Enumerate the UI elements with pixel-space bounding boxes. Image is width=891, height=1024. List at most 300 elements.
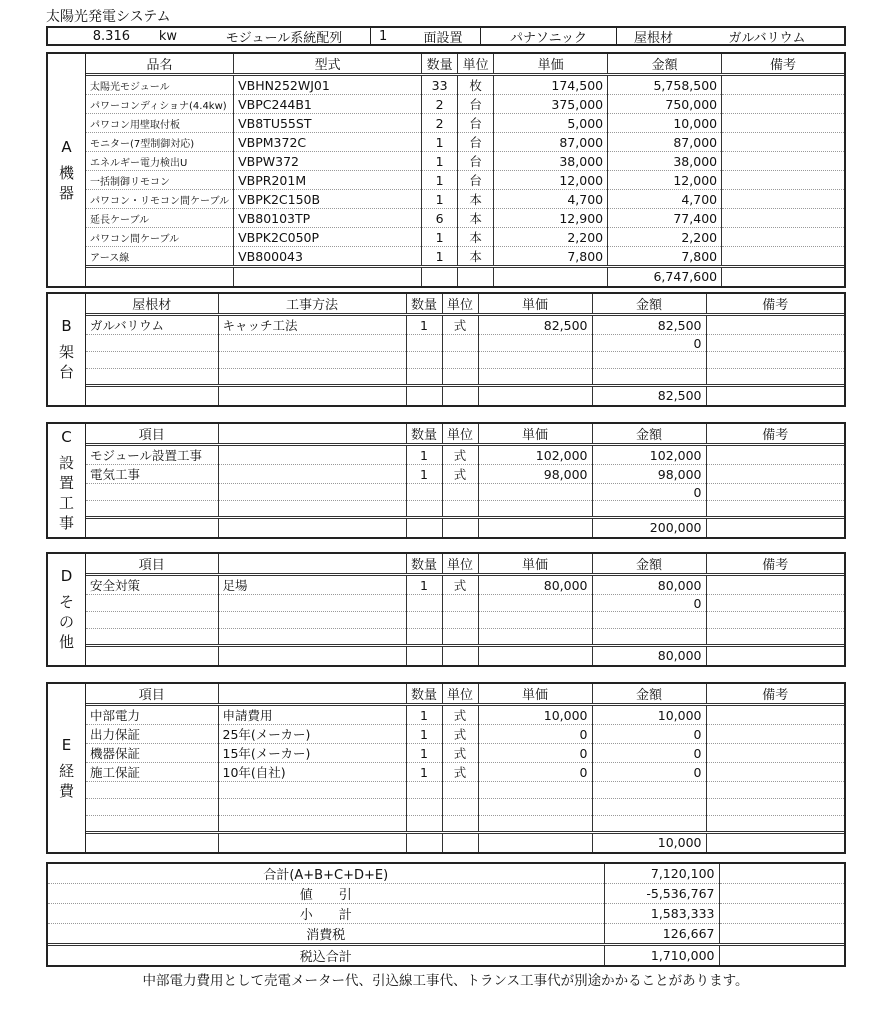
section-total-row — [86, 267, 844, 286]
table-row — [86, 369, 844, 386]
document-title: 太陽光発電システム — [46, 9, 171, 25]
item-name: 電気工事 — [86, 465, 218, 484]
line-items-table — [86, 424, 844, 537]
column-header: 項目 — [86, 554, 218, 575]
column-header — [218, 554, 406, 575]
section-label-char: 他 — [58, 633, 74, 652]
item-unit — [442, 816, 478, 833]
line-items-table — [86, 554, 844, 665]
section-letter: E — [61, 735, 72, 754]
item-note — [722, 190, 844, 209]
line-items-table — [86, 684, 844, 852]
section-letter: A — [61, 137, 72, 156]
item-unit — [442, 369, 478, 386]
empty-cell — [406, 518, 442, 537]
column-header: 備考 — [706, 294, 844, 315]
item-unit — [442, 501, 478, 518]
item-amount: 5,758,500 — [608, 75, 722, 95]
section-a-equipment — [46, 52, 846, 288]
item-qty: 1 — [406, 705, 442, 725]
item-qty: 1 — [422, 152, 458, 171]
grand-total-row — [48, 904, 844, 924]
item-name: 機器保証 — [86, 744, 218, 763]
empty-cell — [478, 518, 592, 537]
item-amount: 38,000 — [608, 152, 722, 171]
item-unit: 式 — [442, 465, 478, 484]
item-qty: 2 — [422, 114, 458, 133]
item-unit: 本 — [458, 190, 494, 209]
item-unit: 式 — [442, 763, 478, 782]
item-unit-price: 0 — [478, 744, 592, 763]
item-model — [218, 484, 406, 501]
table-row — [86, 228, 844, 247]
column-header: 数量 — [422, 54, 458, 75]
item-amount: 10,000 — [608, 114, 722, 133]
grand-total-value: -5,536,767 — [604, 884, 719, 904]
section-label-char: 架 — [58, 343, 74, 362]
item-unit: 台 — [458, 171, 494, 190]
item-note — [706, 575, 844, 595]
empty-cell — [218, 833, 406, 852]
item-amount: 77,400 — [608, 209, 722, 228]
item-model: VBPR201M — [234, 171, 422, 190]
header-row — [86, 684, 844, 705]
item-qty — [406, 501, 442, 518]
empty-cell — [406, 646, 442, 665]
item-unit-price: 4,700 — [494, 190, 608, 209]
item-name: パワコン・リモコン間ケーブル — [86, 190, 234, 209]
header-row — [86, 54, 844, 75]
item-qty: 1 — [406, 575, 442, 595]
item-qty — [406, 629, 442, 646]
section-total-amount: 80,000 — [592, 646, 706, 665]
column-header: 単価 — [478, 424, 592, 445]
item-qty: 1 — [422, 247, 458, 267]
item-qty: 1 — [422, 190, 458, 209]
item-note — [722, 209, 844, 228]
item-qty: 1 — [406, 763, 442, 782]
empty-cell — [478, 646, 592, 665]
section-label-char: そ — [58, 593, 74, 612]
empty-cell — [218, 518, 406, 537]
grand-total-row — [48, 945, 844, 966]
item-unit-price — [478, 799, 592, 816]
item-amount: 0 — [592, 744, 706, 763]
item-note — [706, 763, 844, 782]
item-qty: 1 — [406, 445, 442, 465]
item-unit-price — [478, 484, 592, 501]
table-row — [86, 171, 844, 190]
item-note — [706, 629, 844, 646]
item-model — [218, 445, 406, 465]
item-unit-price — [478, 501, 592, 518]
section-letter: D — [60, 567, 73, 586]
column-header: 金額 — [608, 54, 722, 75]
item-qty: 2 — [422, 95, 458, 114]
item-unit: 台 — [458, 114, 494, 133]
item-model — [218, 799, 406, 816]
item-note — [706, 725, 844, 744]
item-name: パワーコンディショナ(4.4kw) — [86, 95, 234, 114]
maker-name: パナソニック — [480, 28, 616, 44]
item-unit-price — [478, 335, 592, 352]
column-header: 数量 — [406, 294, 442, 315]
section-label-char: 器 — [58, 183, 74, 202]
column-header: 単価 — [494, 54, 608, 75]
item-model: 15年(メーカー) — [218, 744, 406, 763]
item-note — [722, 133, 844, 152]
item-model: VBPK2C050P — [234, 228, 422, 247]
item-unit: 式 — [442, 744, 478, 763]
item-amount — [592, 816, 706, 833]
item-unit-price — [478, 782, 592, 799]
table-row — [86, 816, 844, 833]
item-model — [218, 335, 406, 352]
item-qty — [406, 484, 442, 501]
item-model: 足場 — [218, 575, 406, 595]
item-amount: 0 — [592, 484, 706, 501]
empty-cell — [719, 884, 844, 904]
header-row — [86, 294, 844, 315]
item-note — [706, 445, 844, 465]
item-qty: 33 — [422, 75, 458, 95]
empty-cell — [86, 833, 218, 852]
item-model — [218, 369, 406, 386]
item-unit — [442, 595, 478, 612]
item-unit: 本 — [458, 247, 494, 267]
empty-cell — [86, 646, 218, 665]
item-model — [218, 629, 406, 646]
item-amount: 0 — [592, 335, 706, 352]
item-amount: 750,000 — [608, 95, 722, 114]
item-amount: 4,700 — [608, 190, 722, 209]
table-row — [86, 152, 844, 171]
empty-cell — [86, 386, 218, 405]
section-total-row — [86, 833, 844, 852]
item-note — [706, 352, 844, 369]
item-unit — [442, 612, 478, 629]
table-row — [86, 335, 844, 352]
item-qty: 1 — [422, 228, 458, 247]
column-header: 型式 — [234, 54, 422, 75]
item-model — [218, 612, 406, 629]
footnote: 中部電力費用として売電メーター代、引込線工事代、トランス工事代が別途かかることがあります。 — [142, 973, 749, 989]
grand-totals-table — [46, 862, 846, 967]
item-name: 施工保証 — [86, 763, 218, 782]
item-unit — [442, 799, 478, 816]
item-name — [86, 782, 218, 799]
item-amount: 2,200 — [608, 228, 722, 247]
empty-cell — [442, 518, 478, 537]
item-qty — [406, 782, 442, 799]
item-qty — [406, 369, 442, 386]
item-name — [86, 816, 218, 833]
item-note — [706, 816, 844, 833]
section-label — [48, 54, 86, 286]
table-row — [86, 465, 844, 484]
item-note — [706, 782, 844, 799]
item-unit-price — [478, 629, 592, 646]
column-header: 単価 — [478, 294, 592, 315]
item-name: 太陽光モジュール — [86, 75, 234, 95]
column-header: 金額 — [592, 294, 706, 315]
item-name: 安全対策 — [86, 575, 218, 595]
grand-total-value: 1,710,000 — [604, 945, 719, 966]
column-header: 金額 — [592, 424, 706, 445]
item-unit-price — [478, 612, 592, 629]
empty-cell — [719, 945, 844, 966]
grand-total-value: 1,583,333 — [604, 904, 719, 924]
item-qty: 1 — [406, 315, 442, 335]
item-note — [706, 799, 844, 816]
table-row — [86, 575, 844, 595]
item-qty — [406, 612, 442, 629]
column-header — [218, 684, 406, 705]
section-b-mounting — [46, 292, 846, 407]
item-unit — [442, 335, 478, 352]
empty-cell — [719, 864, 844, 884]
section-total-amount: 200,000 — [592, 518, 706, 537]
item-model: 25年(メーカー) — [218, 725, 406, 744]
item-amount — [592, 629, 706, 646]
column-header: 単位 — [442, 554, 478, 575]
item-name: 出力保証 — [86, 725, 218, 744]
table-row — [86, 782, 844, 799]
item-name: 一括制御リモコン — [86, 171, 234, 190]
item-amount: 80,000 — [592, 575, 706, 595]
table-row — [86, 445, 844, 465]
table-row — [86, 725, 844, 744]
grand-total-row — [48, 864, 844, 884]
empty-cell — [706, 518, 844, 537]
item-note — [706, 484, 844, 501]
table-row — [86, 209, 844, 228]
item-unit: 式 — [442, 315, 478, 335]
item-unit-price: 12,900 — [494, 209, 608, 228]
empty-cell — [706, 386, 844, 405]
item-unit: 式 — [442, 705, 478, 725]
item-amount: 87,000 — [608, 133, 722, 152]
item-qty: 1 — [406, 744, 442, 763]
item-note — [722, 247, 844, 267]
item-unit: 台 — [458, 133, 494, 152]
item-unit-price: 5,000 — [494, 114, 608, 133]
empty-cell — [422, 267, 458, 286]
empty-cell — [706, 833, 844, 852]
section-label-char: 費 — [58, 781, 74, 800]
section-label-char: 工 — [58, 494, 74, 513]
empty-cell — [494, 267, 608, 286]
item-qty: 1 — [406, 465, 442, 484]
item-note — [706, 744, 844, 763]
item-unit-price: 87,000 — [494, 133, 608, 152]
table-row — [86, 501, 844, 518]
item-unit: 式 — [442, 575, 478, 595]
section-total-amount: 82,500 — [592, 386, 706, 405]
column-header — [218, 424, 406, 445]
item-model: VB80103TP — [234, 209, 422, 228]
column-header: 単位 — [442, 294, 478, 315]
section-total-row — [86, 518, 844, 537]
section-label-char: の — [58, 613, 74, 632]
item-qty — [406, 595, 442, 612]
table-row — [86, 629, 844, 646]
item-name — [86, 484, 218, 501]
item-amount: 98,000 — [592, 465, 706, 484]
table-row — [86, 247, 844, 267]
item-qty — [406, 335, 442, 352]
section-label-char: 経 — [58, 761, 74, 780]
item-qty — [406, 816, 442, 833]
column-header: 単位 — [458, 54, 494, 75]
section-label — [48, 294, 86, 405]
table-row — [86, 352, 844, 369]
roof-label: 屋根材 — [616, 28, 690, 44]
item-unit — [442, 352, 478, 369]
grand-total-label: 税込合計 — [48, 945, 604, 966]
section-total-amount: 6,747,600 — [608, 267, 722, 286]
item-unit-price — [478, 369, 592, 386]
column-header: 工事方法 — [218, 294, 406, 315]
item-unit-price: 2,200 — [494, 228, 608, 247]
item-amount — [592, 799, 706, 816]
column-header: 数量 — [406, 424, 442, 445]
header-row — [86, 424, 844, 445]
table-row — [86, 114, 844, 133]
capacity-unit: kw — [158, 28, 178, 44]
empty-cell — [86, 267, 234, 286]
item-qty: 1 — [422, 171, 458, 190]
item-model: VB8TU55ST — [234, 114, 422, 133]
item-model: VBPK2C150B — [234, 190, 422, 209]
item-name: 中部電力 — [86, 705, 218, 725]
item-unit-price: 80,000 — [478, 575, 592, 595]
column-header: 金額 — [592, 554, 706, 575]
column-header: 項目 — [86, 684, 218, 705]
grand-total-label: 合計(A+B+C+D+E) — [48, 864, 604, 884]
module-layout-label: モジュール系統配列 — [225, 30, 343, 46]
grand-total-label: 小 計 — [48, 904, 604, 924]
empty-cell — [478, 386, 592, 405]
section-label-char: 台 — [58, 363, 74, 382]
empty-cell — [218, 386, 406, 405]
grand-total-label: 値 引 — [48, 884, 604, 904]
item-note — [706, 465, 844, 484]
empty-cell — [218, 646, 406, 665]
item-model: VBPW372 — [234, 152, 422, 171]
item-name: ガルバリウム — [86, 315, 218, 335]
section-label — [48, 554, 86, 665]
table-row — [86, 744, 844, 763]
table-row — [86, 799, 844, 816]
line-items-table — [86, 294, 844, 405]
item-unit-price — [478, 595, 592, 612]
item-name: エネルギー電力検出U — [86, 152, 234, 171]
item-note — [706, 501, 844, 518]
empty-cell — [706, 646, 844, 665]
roof-material: ガルバリウム — [728, 30, 806, 46]
item-note — [722, 95, 844, 114]
column-header: 項目 — [86, 424, 218, 445]
table-row — [86, 133, 844, 152]
section-label-char: 機 — [58, 163, 74, 182]
item-note — [722, 114, 844, 133]
item-note — [706, 335, 844, 352]
item-model: 申請費用 — [218, 705, 406, 725]
column-header: 備考 — [706, 684, 844, 705]
item-note — [706, 612, 844, 629]
item-unit-price: 38,000 — [494, 152, 608, 171]
item-unit-price: 0 — [478, 763, 592, 782]
section-d-other — [46, 552, 846, 667]
item-model: VBHN252WJ01 — [234, 75, 422, 95]
empty-cell — [442, 386, 478, 405]
item-name: モニター(7型制御対応) — [86, 133, 234, 152]
item-unit: 式 — [442, 725, 478, 744]
faces-value: 1 — [370, 28, 406, 44]
item-amount — [592, 369, 706, 386]
item-note — [706, 369, 844, 386]
column-header: 備考 — [722, 54, 844, 75]
item-note — [722, 171, 844, 190]
grand-total-row — [48, 884, 844, 904]
item-model — [218, 782, 406, 799]
item-unit-price: 98,000 — [478, 465, 592, 484]
empty-cell — [406, 833, 442, 852]
item-amount: 0 — [592, 763, 706, 782]
item-unit — [442, 629, 478, 646]
item-name — [86, 352, 218, 369]
section-total-row — [86, 386, 844, 405]
column-header: 品名 — [86, 54, 234, 75]
faces-label: 面設置 — [423, 30, 463, 46]
section-total-amount: 10,000 — [592, 833, 706, 852]
section-label-char: 置 — [58, 474, 74, 493]
section-label — [48, 424, 86, 537]
item-name — [86, 629, 218, 646]
item-amount: 102,000 — [592, 445, 706, 465]
item-name — [86, 501, 218, 518]
item-model: キャッチ工法 — [218, 315, 406, 335]
item-qty — [406, 799, 442, 816]
grand-total-row — [48, 924, 844, 945]
item-amount: 12,000 — [608, 171, 722, 190]
item-unit-price: 82,500 — [478, 315, 592, 335]
item-amount: 0 — [592, 595, 706, 612]
section-c-installation — [46, 422, 846, 539]
item-name — [86, 799, 218, 816]
item-note — [722, 228, 844, 247]
item-amount — [592, 501, 706, 518]
empty-cell — [86, 518, 218, 537]
item-amount — [592, 612, 706, 629]
item-model — [218, 501, 406, 518]
column-header: 屋根材 — [86, 294, 218, 315]
item-note — [706, 315, 844, 335]
grand-total-label: 消費税 — [48, 924, 604, 945]
item-amount: 82,500 — [592, 315, 706, 335]
column-header: 金額 — [592, 684, 706, 705]
item-amount: 7,800 — [608, 247, 722, 267]
item-note — [722, 152, 844, 171]
item-name — [86, 595, 218, 612]
capacity-value: 8.316 — [92, 28, 130, 44]
item-unit-price: 375,000 — [494, 95, 608, 114]
column-header: 単位 — [442, 424, 478, 445]
empty-cell — [442, 833, 478, 852]
item-unit-price: 102,000 — [478, 445, 592, 465]
item-note — [706, 595, 844, 612]
